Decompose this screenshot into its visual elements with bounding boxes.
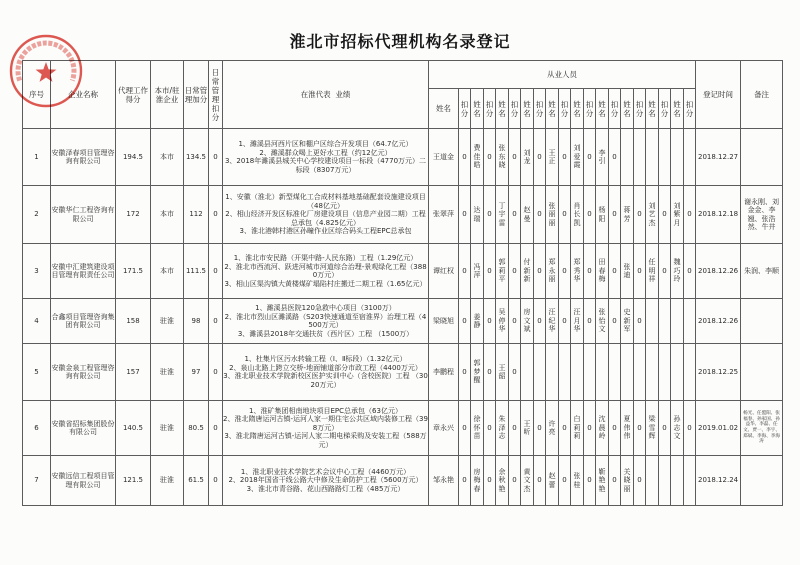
cell-representative-name: 邹永艳 [429,456,459,506]
cell-staff-name: 汪纪华 [546,299,559,344]
cell-staff-name: 丁宇雷 [496,186,509,244]
cell-staff-deduction: 0 [534,299,546,344]
cell-daily-deduction: 0 [209,129,223,186]
cell-agency-score: 194.5 [116,129,151,186]
cell-performance [223,186,429,244]
cell-staff-deduction: 0 [559,244,571,299]
cell-staff-deduction: 0 [509,244,521,299]
cell-performance [223,456,429,506]
cell-staff-deduction: 0 [609,299,621,344]
cell-staff-deduction [659,344,671,401]
cell-staff-deduction: 0 [584,401,596,456]
cell-staff-deduction: 0 [634,299,646,344]
cell-staff-deduction: 0 [559,456,571,506]
cell-local-or-resident: 驻淮 [151,344,184,401]
cell-staff-name [521,344,534,401]
performance-item: 1、濉溪县河西片区和棚户区综合开发项目（64.7亿元） [238,140,413,148]
cell-staff-deduction [659,129,671,186]
cell-staff-deduction: 0 [534,129,546,186]
cell-daily-deduction: 0 [209,244,223,299]
cell-staff-name: 沈晨岭 [596,401,609,456]
performance-item: 1、濉溪县医院120急救中心项目（3100万） [255,304,396,312]
cell-staff-deduction: 0 [609,129,621,186]
header-staff-deduction: 扣分 [559,89,571,129]
cell-staff-name [621,344,634,401]
cell-performance [223,244,429,299]
cell-staff-deduction: 0 [459,186,471,244]
cell-staff-name: 蒋芳 [621,186,634,244]
cell-staff-deduction: 0 [484,344,496,401]
performance-item: 2、淮北隋唐运河古镇-运河人家一期住宅公共区域内装修工程（398万元） [223,415,428,432]
header-agency-score: 代理工作得分 [116,61,151,129]
cell-agency-score: 121.5 [116,456,151,506]
cell-performance [223,299,429,344]
cell-local-or-resident: 驻淮 [151,456,184,506]
table-row [23,456,783,506]
cell-staff-name: 刘爱霞 [571,129,584,186]
cell-staff-name: 达瑞 [471,186,484,244]
header-daily-bonus: 日常管理加分 [184,61,209,129]
cell-representative-name: 谭红权 [429,244,459,299]
cell-agency-score: 171.5 [116,244,151,299]
cell-agency-score: 140.5 [116,401,151,456]
cell-representative-name: 章永兴 [429,401,459,456]
cell-staff-name: 杨阳 [596,186,609,244]
performance-item: 2、淮北市西流河、跃进河城市河道综合治理-景观绿化工程（3880万元） [224,262,427,279]
performance-item: 3、濉溪县2018年交通扶贫（西片区）工程 （1500万） [237,329,414,338]
cell-staff-name [646,129,659,186]
table-body [23,129,783,506]
header-staff-name: 姓名 [646,89,659,129]
cell-staff-deduction: 0 [609,186,621,244]
header-staff-deduction: 扣分 [634,89,646,129]
cell-staff-deduction: 0 [534,186,546,244]
cell-staff-deduction: 0 [459,456,471,506]
cell-staff-name: 王昕 [521,401,534,456]
cell-staff-name [671,344,684,401]
cell-staff-deduction: 0 [634,244,646,299]
header-staff-name: 姓名 [671,89,684,129]
cell-company: 安徽金泉工程管理咨询有限公司 [51,344,116,401]
cell-staff-name: 付新新 [521,244,534,299]
cell-representative-name: 李鹏程 [429,344,459,401]
table-row [23,401,783,456]
header-daily-deduction: 日常管理扣分 [209,61,223,129]
cell-remarks: 谢永刚、刘金金、李翘、张浩然、牛井 [741,186,783,244]
cell-company: 安徽中汇建筑建设项目管理有限责任公司 [51,244,116,299]
cell-remarks: 杨光、任盟阳、张福春、孙家国、孙益华、李磊、任文、贾一、李宇、郑斌、李海、李海涛 [741,401,783,456]
cell-staff-deduction: 0 [534,401,546,456]
cell-staff-name: 王韶 [496,344,509,401]
cell-staff-deduction [684,456,696,506]
cell-staff-name: 徐怀苗 [471,401,484,456]
cell-staff-deduction: 0 [509,344,521,401]
cell-daily-deduction: 0 [209,401,223,456]
cell-daily-deduction: 0 [209,186,223,244]
cell-index: 7 [23,456,51,506]
header-staff-deduction: 扣分 [659,89,671,129]
cell-staff-deduction: 0 [684,244,696,299]
cell-daily-bonus: 111.5 [184,244,209,299]
cell-staff-name [646,344,659,401]
cell-staff-deduction [659,299,671,344]
cell-index: 3 [23,244,51,299]
cell-staff-name: 夏伟伟 [621,401,634,456]
cell-representative-name: 梁晓旭 [429,299,459,344]
table-row [23,299,783,344]
cell-daily-bonus: 61.5 [184,456,209,506]
cell-staff-deduction: 0 [484,401,496,456]
performance-item: 2、2018年国省干线公路大中修及生命防护工程（5600万元） [228,476,423,485]
cell-staff-name: 刘紫月 [671,186,684,244]
cell-staff-deduction: 0 [684,401,696,456]
cell-index: 5 [23,344,51,401]
cell-staff-deduction: 0 [484,456,496,506]
performance-item: 1、杜集片区污水转输工程（Ⅰ、Ⅱ标段）（1.32亿元） [244,355,407,363]
performance-item: 2、濉溪群众喝上更好水工程（约12亿元） [259,148,392,157]
cell-staff-name: 房梅春 [471,456,484,506]
cell-daily-deduction: 0 [209,456,223,506]
cell-staff-deduction: 0 [609,244,621,299]
cell-local-or-resident: 本市 [151,244,184,299]
cell-staff-name: 史新军 [621,299,634,344]
cell-remarks [741,344,783,401]
cell-staff-deduction: 0 [459,244,471,299]
cell-staff-deduction: 0 [609,401,621,456]
cell-daily-bonus: 97 [184,344,209,401]
cell-agency-score: 157 [116,344,151,401]
cell-performance [223,129,429,186]
cell-staff-deduction: 0 [509,456,521,506]
cell-staff-name [546,344,559,401]
cell-staff-name: 黄文杰 [521,456,534,506]
cell-staff-name: 姜静 [471,299,484,344]
cell-staff-name [596,344,609,401]
header-staff-name: 姓名 [521,89,534,129]
cell-staff-name: 关晓丽 [621,456,634,506]
cell-daily-bonus: 134.5 [184,129,209,186]
header-staff-name: 姓名 [571,89,584,129]
cell-index: 2 [23,186,51,244]
cell-staff-deduction: 0 [584,244,596,299]
cell-staff-name: 张迪 [621,244,634,299]
cell-representative-name: 张翠萍 [429,186,459,244]
performance-item: 3、淮北港韩村港区孙疃作业区综合码头工程EPC总承包 [239,227,412,236]
performance-item: 2、相山经济开发区标准化厂房建设项目（信息产业园二期）工程总承包（4.825亿元） [225,210,426,227]
cell-daily-deduction: 0 [209,344,223,401]
cell-register-date: 2018.12.27 [696,129,741,186]
cell-staff-name: 吴停华 [496,299,509,344]
performance-item: 3、淮北隋唐运河古镇-运河人家二期电梯采购及安装工程（588万元） [224,432,427,449]
cell-daily-bonus: 112 [184,186,209,244]
document-title: 淮北市招标代理机构名录登记 [289,32,511,51]
cell-staff-deduction: 0 [459,129,471,186]
cell-index: 6 [23,401,51,456]
cell-staff-deduction: 0 [484,186,496,244]
cell-remarks [741,129,783,186]
cell-staff-name: 刘艺杰 [646,186,659,244]
cell-agency-score: 172 [116,186,151,244]
performance-item: 1、淮北市安民路（开渠中路-人民东路）工程（1.29亿元） [233,254,418,262]
cell-staff-name: 张丽丽 [546,186,559,244]
cell-register-date: 2018.12.26 [696,244,741,299]
cell-staff-deduction: 0 [559,299,571,344]
cell-remarks: 朱润、李顺 [741,244,783,299]
cell-staff-deduction: 0 [509,401,521,456]
cell-staff-name: 汪月华 [571,299,584,344]
table-header [23,61,783,129]
cell-staff-name [621,129,634,186]
cell-staff-deduction: 0 [659,186,671,244]
header-staff-deduction: 扣分 [534,89,546,129]
cell-staff-deduction: 0 [634,456,646,506]
cell-register-date: 2018.12.18 [696,186,741,244]
cell-staff-name: 余秋艳 [496,456,509,506]
cell-staff-deduction: 0 [534,456,546,506]
header-register-date: 登记时间 [696,61,741,129]
header-staff-name: 姓名 [596,89,609,129]
header-company: 企业名称 [51,61,116,129]
cell-company: 安徽远信工程项目管理有限公司 [51,456,116,506]
cell-staff-name: 郑秀华 [571,244,584,299]
header-staff-name: 姓名 [621,89,634,129]
cell-staff-deduction [559,344,571,401]
cell-local-or-resident: 本市 [151,186,184,244]
cell-index: 1 [23,129,51,186]
table-row [23,129,783,186]
cell-staff-name [671,299,684,344]
cell-staff-name: 张桂 [571,456,584,506]
cell-staff-deduction: 0 [584,186,596,244]
cell-daily-bonus: 80.5 [184,401,209,456]
cell-staff-name: 费佳晧 [471,129,484,186]
cell-staff-deduction: 0 [509,186,521,244]
header-staff-name: 姓名 [429,89,459,129]
cell-staff-deduction: 0 [559,401,571,456]
table-row [23,186,783,244]
performance-item: 2、淮北市烈山区濉溪路（S203快速通道至宿淮界）治理工程（4500万元） [224,312,427,329]
header-staff-deduction: 扣分 [459,89,471,129]
cell-staff-name: 房文斌 [521,299,534,344]
cell-staff-name [671,456,684,506]
cell-staff-name: 王正 [546,129,559,186]
cell-staff-deduction: 0 [509,299,521,344]
cell-staff-deduction [634,344,646,401]
performance-item: 3、相山区渠沟镇大黄楼煤矿塌陷村庄搬迁二期工程（1.65亿元） [224,279,427,288]
cell-staff-name [646,456,659,506]
cell-staff-name: 孙志文 [671,401,684,456]
performance-item: 1、淮北职业技术学院艺术会议中心工程（4460万元） [240,467,411,476]
cell-staff-name: 赵蕾 [546,456,559,506]
cell-staff-deduction: 0 [584,299,596,344]
cell-staff-name: 刘龙 [521,129,534,186]
cell-staff-deduction: 0 [634,401,646,456]
cell-staff-deduction: 0 [559,129,571,186]
header-performance: 在淮代表 业绩 [223,61,429,129]
cell-staff-name: 郑永丽 [546,244,559,299]
cell-staff-name: 郭梦醒 [471,344,484,401]
cell-remarks [741,299,783,344]
cell-local-or-resident: 本市 [151,129,184,186]
cell-staff-deduction [609,344,621,401]
cell-staff-name: 张怡文 [596,299,609,344]
cell-staff-deduction: 0 [534,244,546,299]
cell-company: 安徽泽春项目管理咨询有限公司 [51,129,116,186]
cell-staff-deduction [684,344,696,401]
header-remarks: 备注 [741,61,783,129]
cell-staff-deduction: 0 [609,456,621,506]
cell-staff-deduction [684,299,696,344]
cell-staff-deduction: 0 [659,244,671,299]
cell-performance [223,401,429,456]
cell-staff-deduction: 0 [659,401,671,456]
cell-staff-deduction: 0 [559,186,571,244]
cell-staff-name: 梁雪辉 [646,401,659,456]
header-staff-deduction: 扣分 [684,89,696,129]
cell-company: 安徽华仁工程咨询有限公司 [51,186,116,244]
header-staff-name: 姓名 [471,89,484,129]
cell-staff-deduction: 0 [484,129,496,186]
header-index: 序号 [23,61,51,129]
cell-agency-score: 158 [116,299,151,344]
cell-remarks [741,456,783,506]
cell-daily-deduction: 0 [209,299,223,344]
cell-staff-deduction: 0 [459,299,471,344]
cell-staff-name: 白莉莉 [571,401,584,456]
cell-register-date: 2018.12.26 [696,299,741,344]
cell-staff-deduction: 0 [684,186,696,244]
cell-staff-name: 朱泽志 [496,401,509,456]
header-row [23,61,783,89]
performance-item: 3、2018年濉溪县城关中心学校建设项目一标段（4770万元）二标段（8307万元） [224,157,427,174]
cell-staff-deduction [659,456,671,506]
cell-performance [223,344,429,401]
cell-staff-name: 魏巧玲 [671,244,684,299]
cell-staff-name: 许亮 [546,401,559,456]
performance-item: 1、淮矿集团相南地块项目EPC总承包（63亿元） [249,406,402,415]
performance-item: 3、淮北职业技术学院新校区医护实训中心（含校医院）工程 （3020万元） [223,372,428,389]
header-staff-name: 姓名 [496,89,509,129]
cell-staff-name: 张东晓 [496,129,509,186]
table-row [23,244,783,299]
cell-staff-name: 肖长凯 [571,186,584,244]
cell-local-or-resident: 驻淮 [151,401,184,456]
cell-register-date: 2018.12.25 [696,344,741,401]
cell-register-date: 2018.12.24 [696,456,741,506]
cell-staff-deduction [534,344,546,401]
header-local-or-resident: 本市/驻淮企业 [151,61,184,129]
cell-register-date: 2019.01.02 [696,401,741,456]
cell-staff-name [646,299,659,344]
cell-local-or-resident: 驻淮 [151,299,184,344]
cell-representative-name: 王道金 [429,129,459,186]
cell-staff-deduction [584,344,596,401]
cell-staff-name: 赵曼 [521,186,534,244]
cell-staff-name [671,129,684,186]
registry-table [22,60,783,506]
cell-staff-name: 田春梅 [596,244,609,299]
cell-company: 安徽省招标集团股份有限公司 [51,401,116,456]
header-staff-deduction: 扣分 [484,89,496,129]
cell-staff-name: 冯萍 [471,244,484,299]
header-staff-name: 姓名 [546,89,559,129]
cell-staff-deduction: 0 [634,186,646,244]
cell-staff-name: 李引 [596,129,609,186]
cell-staff-deduction: 0 [484,244,496,299]
header-staff-deduction: 扣分 [609,89,621,129]
cell-staff-deduction [684,129,696,186]
cell-staff-deduction: 0 [484,299,496,344]
performance-item: 2、泉山北路上跨立交桥-地面铺道部分市政工程（4400万元） [229,363,422,372]
header-staff: 从业人员 [429,61,696,89]
cell-staff-deduction: 0 [584,456,596,506]
cell-staff-deduction: 0 [459,401,471,456]
cell-company: 合鑫项目管理咨询集团有限公司 [51,299,116,344]
header-staff-deduction: 扣分 [509,89,521,129]
cell-staff-deduction [634,129,646,186]
cell-staff-deduction: 0 [584,129,596,186]
cell-staff-name: 靳艳艳 [596,456,609,506]
cell-staff-name: 郭莉平 [496,244,509,299]
cell-index: 4 [23,299,51,344]
cell-staff-name [571,344,584,401]
table-row [23,344,783,401]
cell-staff-name: 任明祥 [646,244,659,299]
performance-item: 1、安徽（淮北）新型煤化工合成材料基地基础配套设施建设项目（48亿元） [225,193,426,210]
cell-staff-deduction: 0 [509,129,521,186]
header-staff-deduction: 扣分 [584,89,596,129]
performance-item: 3、淮北市青谷路、花山西路路灯工程（485万元） [246,484,405,493]
cell-daily-bonus: 98 [184,299,209,344]
cell-staff-deduction: 0 [459,344,471,401]
